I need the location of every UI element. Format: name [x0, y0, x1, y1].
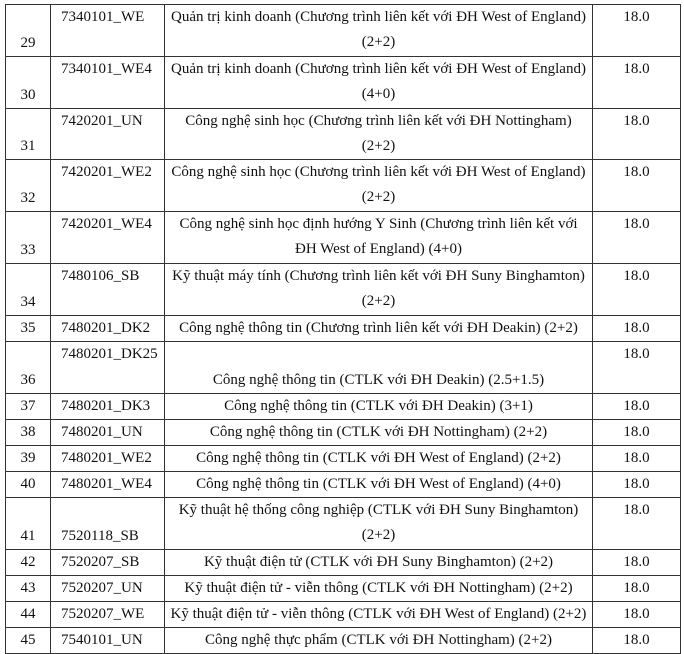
- table-row: [6, 576, 681, 602]
- row-number: 32: [6, 160, 51, 212]
- table-row: [6, 342, 681, 394]
- table-row: [6, 602, 681, 628]
- program-name: Kỹ thuật điện tử (CTLK với ĐH Suny Binghamton) (2+2): [165, 550, 593, 576]
- program-code: 7340101_WE: [51, 5, 165, 57]
- cutoff-score: 18.0: [593, 5, 681, 57]
- program-name: Công nghệ thông tin (CTLK với ĐH Deakin) (3+1): [165, 394, 593, 420]
- program-code: 7420201_UN: [51, 109, 165, 160]
- cutoff-score: 18.0: [593, 160, 681, 212]
- program-name: Kỹ thuật điện tử - viễn thông (CTLK với ĐH West of England) (2+2): [165, 602, 593, 628]
- table-row: [6, 498, 681, 550]
- table-row: [6, 420, 681, 446]
- table-row: [6, 628, 681, 654]
- program-code: 7480201_DK25: [51, 342, 165, 394]
- table-row: [6, 5, 681, 57]
- cutoff-score: 18.0: [593, 394, 681, 420]
- table-row: [6, 446, 681, 472]
- cutoff-score: 18.0: [593, 264, 681, 316]
- row-number: 39: [6, 446, 51, 472]
- cutoff-score: 18.0: [593, 576, 681, 602]
- program-code: 7520207_WE: [51, 602, 165, 628]
- cutoff-score: 18.0: [593, 498, 681, 550]
- row-number: 34: [6, 264, 51, 316]
- row-number: 41: [6, 498, 51, 550]
- program-name: Công nghệ thực phẩm (CTLK với ĐH Nottingham) (2+2): [165, 628, 593, 654]
- row-number: 40: [6, 472, 51, 498]
- table-row: [6, 264, 681, 316]
- table-row: [6, 550, 681, 576]
- cutoff-score: 18.0: [593, 550, 681, 576]
- row-number: 31: [6, 109, 51, 160]
- cutoff-score: 18.0: [593, 212, 681, 264]
- cutoff-score: 18.0: [593, 446, 681, 472]
- program-code: 7520207_SB: [51, 550, 165, 576]
- program-code: 7480201_WE2: [51, 446, 165, 472]
- program-code: 7480201_DK3: [51, 394, 165, 420]
- table-row: [6, 212, 681, 264]
- row-number: 44: [6, 602, 51, 628]
- admission-score-table: [5, 4, 681, 654]
- program-code: 7480201_UN: [51, 420, 165, 446]
- program-name: Công nghệ thông tin (Chương trình liên kết với ĐH Deakin) (2+2): [165, 316, 593, 342]
- table-row: [6, 109, 681, 160]
- row-number: 43: [6, 576, 51, 602]
- row-number: 36: [6, 342, 51, 394]
- row-number: 37: [6, 394, 51, 420]
- row-number: 33: [6, 212, 51, 264]
- cutoff-score: 18.0: [593, 628, 681, 654]
- row-number: 29: [6, 5, 51, 57]
- program-code: 7540101_UN: [51, 628, 165, 654]
- cutoff-score: 18.0: [593, 342, 681, 394]
- table-row: [6, 394, 681, 420]
- program-name: Công nghệ thông tin (CTLK với ĐH West of England) (4+0): [165, 472, 593, 498]
- program-name: Quản trị kinh doanh (Chương trình liên kết với ĐH West of England) (2+2): [165, 5, 593, 57]
- program-code: 7420201_WE2: [51, 160, 165, 212]
- cutoff-score: 18.0: [593, 109, 681, 160]
- table-row: [6, 57, 681, 109]
- row-number: 38: [6, 420, 51, 446]
- cutoff-score: 18.0: [593, 602, 681, 628]
- program-code: 7520207_UN: [51, 576, 165, 602]
- program-code: 7480106_SB: [51, 264, 165, 316]
- table-row: [6, 160, 681, 212]
- program-name: Quản trị kinh doanh (Chương trình liên kết với ĐH West of England) (4+0): [165, 57, 593, 109]
- program-name: Công nghệ sinh học (Chương trình liên kết với ĐH West of England) (2+2): [165, 160, 593, 212]
- row-number: 30: [6, 57, 51, 109]
- row-number: 42: [6, 550, 51, 576]
- program-code: 7340101_WE4: [51, 57, 165, 109]
- program-code: 7420201_WE4: [51, 212, 165, 264]
- program-name: Kỹ thuật điện tử - viễn thông (CTLK với ĐH Nottingham) (2+2): [165, 576, 593, 602]
- program-name: Công nghệ sinh học định hướng Y Sinh (Chương trình liên kết với ĐH West of England) (4+0): [165, 212, 593, 264]
- program-code: 7520118_SB: [51, 498, 165, 550]
- program-name: Công nghệ sinh học (Chương trình liên kết với ĐH Nottingham) (2+2): [165, 109, 593, 160]
- row-number: 35: [6, 316, 51, 342]
- program-code: 7480201_DK2: [51, 316, 165, 342]
- table-row: [6, 472, 681, 498]
- program-code: 7480201_WE4: [51, 472, 165, 498]
- row-number: 45: [6, 628, 51, 654]
- program-name: Công nghệ thông tin (CTLK với ĐH West of England) (2+2): [165, 446, 593, 472]
- cutoff-score: 18.0: [593, 316, 681, 342]
- cutoff-score: 18.0: [593, 420, 681, 446]
- program-name: Kỹ thuật hệ thống công nghiệp (CTLK với ĐH Suny Binghamton) (2+2): [165, 498, 593, 550]
- table-row: [6, 316, 681, 342]
- program-name: Công nghệ thông tin (CTLK với ĐH Nottingham) (2+2): [165, 420, 593, 446]
- program-name: Kỹ thuật máy tính (Chương trình liên kết với ĐH Suny Binghamton) (2+2): [165, 264, 593, 316]
- cutoff-score: 18.0: [593, 57, 681, 109]
- program-name: Công nghệ thông tin (CTLK với ĐH Deakin) (2.5+1.5): [165, 342, 593, 394]
- cutoff-score: 18.0: [593, 472, 681, 498]
